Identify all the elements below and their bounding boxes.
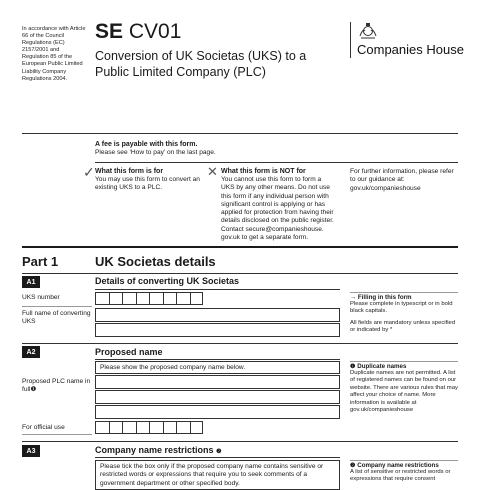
section-title-a3 [95,445,221,455]
official-use-cell [136,421,150,434]
guide-duplicate-heading: ❶ Duplicate names [350,363,407,370]
form-number: CV01 [128,20,182,43]
cross-icon: ✕ [207,164,218,179]
uks-number-cell[interactable] [149,292,163,305]
uks-number-cell[interactable] [190,292,204,305]
guide-restrictions-text: A list of sensitive or restricted words or expressions that require consent [350,469,451,483]
a1-title-rule [95,289,340,290]
official-use-cell [163,421,177,434]
official-use-cell [109,421,123,434]
guide-restrictions-heading: ❷ Company name restrictions [350,462,439,469]
uks-number-cell[interactable] [176,292,190,305]
official-use-cell [176,421,190,434]
guide-duplicate-text: Duplicate names are not permitted. A list of registered names can be found on our website. There are various rules that may affect your choice of name. More information is available at gov.uk/companieshouse [350,370,458,414]
official-label-rule [22,434,92,435]
form-for-text: You may use this form to convert an existing UKS to a PLC. [95,176,200,192]
proposed-plc-field-line1[interactable] [95,375,340,389]
official-use-cell [149,421,163,434]
uks-label-rule [22,306,92,307]
full-name-field-line1[interactable] [95,308,340,322]
fee-notice: A fee is payable with this form. [95,141,198,148]
uks-number-label: UKS number [22,294,60,301]
proposed-name-instruction: Please show the proposed company name below. [95,361,340,374]
section-badge-a2: A2 [22,346,40,358]
form-code [95,20,181,44]
official-use-input [95,421,203,434]
full-name-label: Full name of converting UKS [22,310,91,326]
uks-number-cell[interactable] [95,292,109,305]
uks-number-cell[interactable] [122,292,136,305]
official-use-cell [190,421,204,434]
brand-name: Companies House [357,42,464,57]
form-for-heading: What this form is for [95,168,164,175]
a1-rule [22,273,458,274]
section-badge-a3: A3 [22,445,40,457]
guide-filling-text: Please complete in typescript or in bold black capitals. [350,301,453,315]
form-not-for-text: You cannot use this form to form a UKS by any other means. Do not use this form if any individual person with significant control is applying or has applied for protection from having their details disclosed on the public register. Contact secure@companieshouse. gov.uk to get a separate form. [221,176,334,242]
section-badge-a1: A1 [22,276,40,288]
footnote-1-marker: ❶ [30,386,37,394]
a2-rule [22,343,458,344]
a1-guide-rule [350,292,458,293]
official-use-cell [95,421,109,434]
restrictions-instruction: Please tick the box only if the proposed company name contains sensitive or restricted words or expressions that require you to seek comments of a government department or other specified body. [95,460,340,490]
guide-filling-heading: → Filling in this form [350,294,412,301]
proposed-plc-label [22,378,94,395]
royal-crest-icon [358,22,378,40]
a2-title-rule [95,359,340,360]
form-prefix: SE [95,20,124,43]
official-use-label: For official use [22,424,65,431]
tick-icon: ✓ [83,164,95,180]
part-number: Part 1 [22,254,59,269]
header-divider [22,133,458,134]
official-use-cell [122,421,136,434]
fee-reference: Please see ‘How to pay’ on the last page. [95,149,216,156]
proposed-plc-field-line3[interactable] [95,405,340,419]
full-name-field-line2[interactable] [95,323,340,337]
proposed-plc-field-line2[interactable] [95,390,340,404]
uks-number-cell[interactable] [163,292,177,305]
section-title-a1: Details of converting UK Societas [95,276,240,286]
form-not-for-heading: What this form is NOT for [221,168,306,175]
uks-number-input[interactable] [95,292,203,305]
proposed-plc-label-text: Proposed PLC name in full [22,378,91,394]
section-title-a2: Proposed name [95,347,163,357]
legal-basis-text: In accordance with Article 66 of the Council Regulations (EC) 2157/2001 and Regulation 85 of the European Public Limited Liability Company Regulations 2004. [22,26,86,82]
a3-title-rule [95,457,340,458]
a3-guide-rule [350,460,458,461]
section-title-a3-text: Company name restrictions [95,445,214,455]
further-info-text: For further information, please refer to our guidance at: gov.uk/companieshouse [350,168,454,192]
fee-divider [95,162,458,163]
form-title: Conversion of UK Societas (UKS) to a Public Limited Company (PLC) [95,49,307,79]
logo-divider [350,22,351,58]
a2-guide-rule [350,361,458,362]
uks-number-cell[interactable] [109,292,123,305]
part-top-rule [22,246,458,248]
guide-mandatory-text: All fields are mandatory unless specified or indicated by * [350,320,456,334]
uks-number-cell[interactable] [136,292,150,305]
part-title: UK Societas details [95,254,216,269]
footnote-2-marker: ❷ [216,449,222,455]
a3-rule [22,441,458,442]
